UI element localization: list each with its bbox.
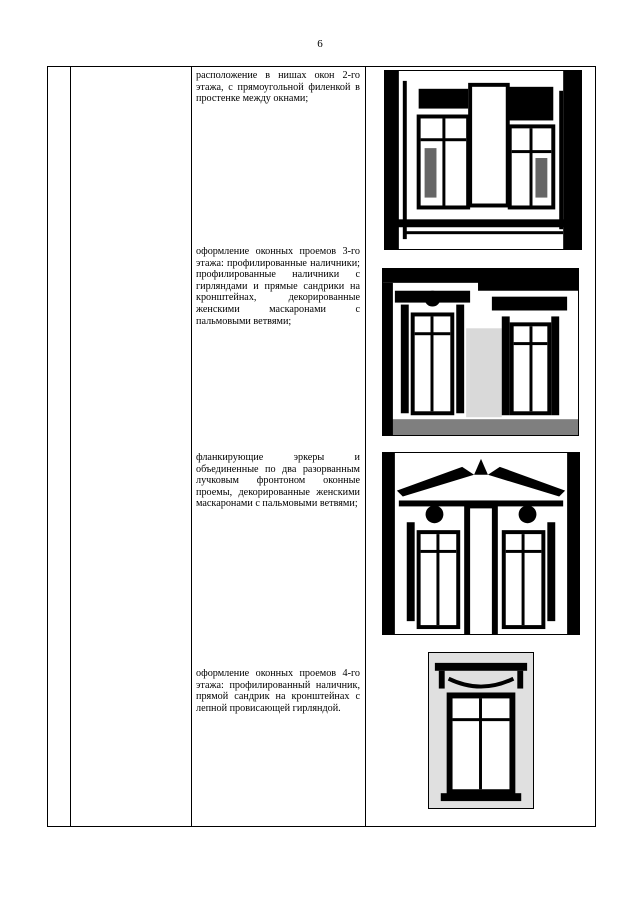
row-1-description: расположение в нишах окон 2-го этажа, с прямоугольной филенкой в простенке между окнами;: [196, 70, 360, 105]
facade-photo-pediment-windows: [382, 452, 580, 635]
row-2-description: оформление оконных проемов 3-го этажа: профилированные наличники; профилированные наличники с гирляндами и прямые сандрики на кронштейнах, декорированные женскими маскаронами с пальмовыми ветвями;: [196, 246, 360, 327]
row-3-description: фланкирующие эркеры и объединенные по два разорванным лучковым фронтоном оконные проемы, декорированные женскими маскаронами с пальмовыми ветвями;: [196, 452, 360, 510]
page-number: 6: [317, 38, 323, 50]
facade-photo-2nd-floor-windows: [384, 70, 582, 250]
row-4-description: оформление оконных проемов 4-го этажа: профилированный наличник, прямой сандрик на кронштейнах с лепной провисающей гирляндой.: [196, 668, 360, 714]
column-divider: [70, 67, 71, 826]
column-divider: [191, 67, 192, 826]
facade-photo-3rd-floor-windows: [382, 268, 579, 436]
facade-photo-4th-floor-window: [428, 652, 534, 809]
column-divider: [365, 67, 366, 826]
